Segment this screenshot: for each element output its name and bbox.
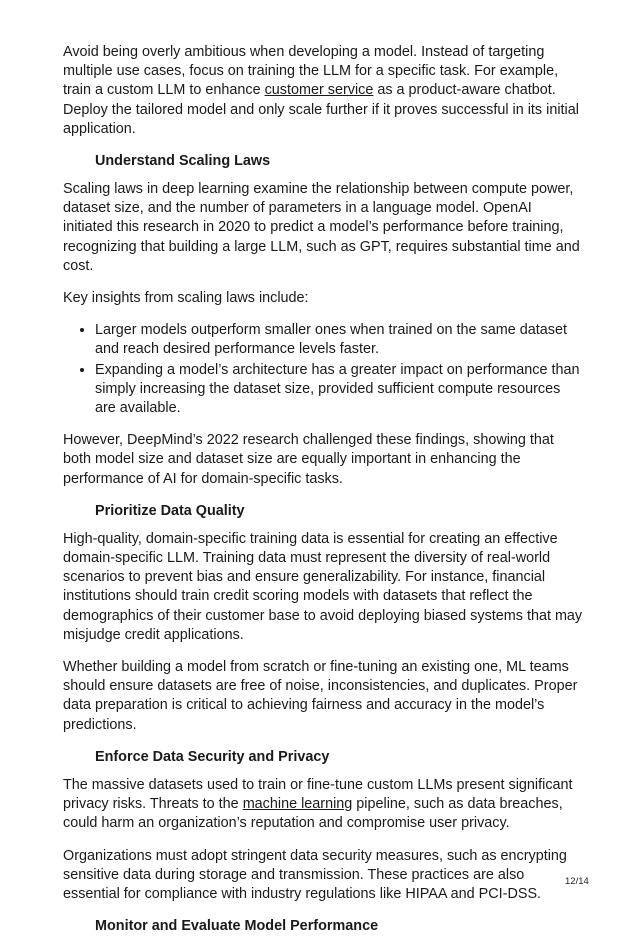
paragraph-data-preparation: Whether building a model from scratch or fine-tuning an existing one, ML teams should ensure datasets are free of noise, inconsistencies, and duplicates. Proper data preparation is critical to achieving fairness and accuracy in the model’s predictions. xyxy=(63,659,578,733)
page-number: 12/14 xyxy=(565,876,589,887)
paragraph-text: pipeline, such as data breaches, could harm an organization’s reputation and compromise user privacy. xyxy=(63,796,563,832)
paragraph-text: Avoid being overly ambitious when developing a model. Instead of targeting multiple use cases, focus on training the LLM for a specific task. For example, train a custom LLM to enhance xyxy=(63,44,559,99)
list-item: • Expanding a model’s architecture has a greater impact on performance than simply increasing the dataset size, provided sufficient compute resources are available. xyxy=(95,361,583,419)
heading-scaling-laws: Understand Scaling Laws xyxy=(95,153,271,170)
paragraph-key-insights: Key insights from scaling laws include: xyxy=(63,290,309,307)
paragraph-privacy-risks xyxy=(63,776,583,834)
paragraph-scope xyxy=(63,43,583,139)
paragraph-data-quality: High-quality, domain-specific training data is essential for creating an effective domain-specific LLM. Training data must represent the diversity of real-world scenarios to prevent bias and ensure generalizability. For instance, financial institutions should train credit scoring models with datasets that reflect the demographics of their customer base to avoid deploying biased systems that may misjudge credit applications. xyxy=(63,530,583,643)
paragraph-deepmind: However, DeepMind’s 2022 research challenged these findings, showing that both model size and dataset size are equally important in enhancing the performance of AI for domain-specific tasks. xyxy=(63,432,554,487)
document-page xyxy=(63,43,583,945)
paragraph-security-measures: Organizations must adopt stringent data security measures, such as encrypting sensitive data during storage and transmission. These practices are also essential for compliance with industry regulations like HIPAA and PCI-DSS. xyxy=(63,847,567,902)
paragraph-text: as a product-aware chatbot. Deploy the tailored model and only scale further if it proves successful in its initial application. xyxy=(63,82,579,137)
machine-learning-link[interactable]: machine learning xyxy=(242,796,353,813)
heading-data-quality: Prioritize Data Quality xyxy=(95,502,245,519)
customer-service-link[interactable]: customer service xyxy=(264,82,374,99)
paragraph-scaling-laws: Scaling laws in deep learning examine the relationship between compute power, dataset size, and the number of parameters in a language model. OpenAI initiated this research in 2020 to predict a model’s performance before training, recognizing that building a large LLM, such as GPT, requires substantial time and cost. xyxy=(63,181,580,274)
paragraph-text: The massive datasets used to train or fine-tune custom LLMs present significant privacy risks. Threats to the xyxy=(63,776,573,813)
heading-monitor-evaluate: Monitor and Evaluate Model Performance xyxy=(95,918,379,935)
heading-security-privacy: Enforce Data Security and Privacy xyxy=(95,748,330,765)
list-item: • Larger models outperform smaller ones when trained on the same dataset and reach desired performance levels faster. xyxy=(95,321,583,359)
insights-list xyxy=(63,321,583,418)
